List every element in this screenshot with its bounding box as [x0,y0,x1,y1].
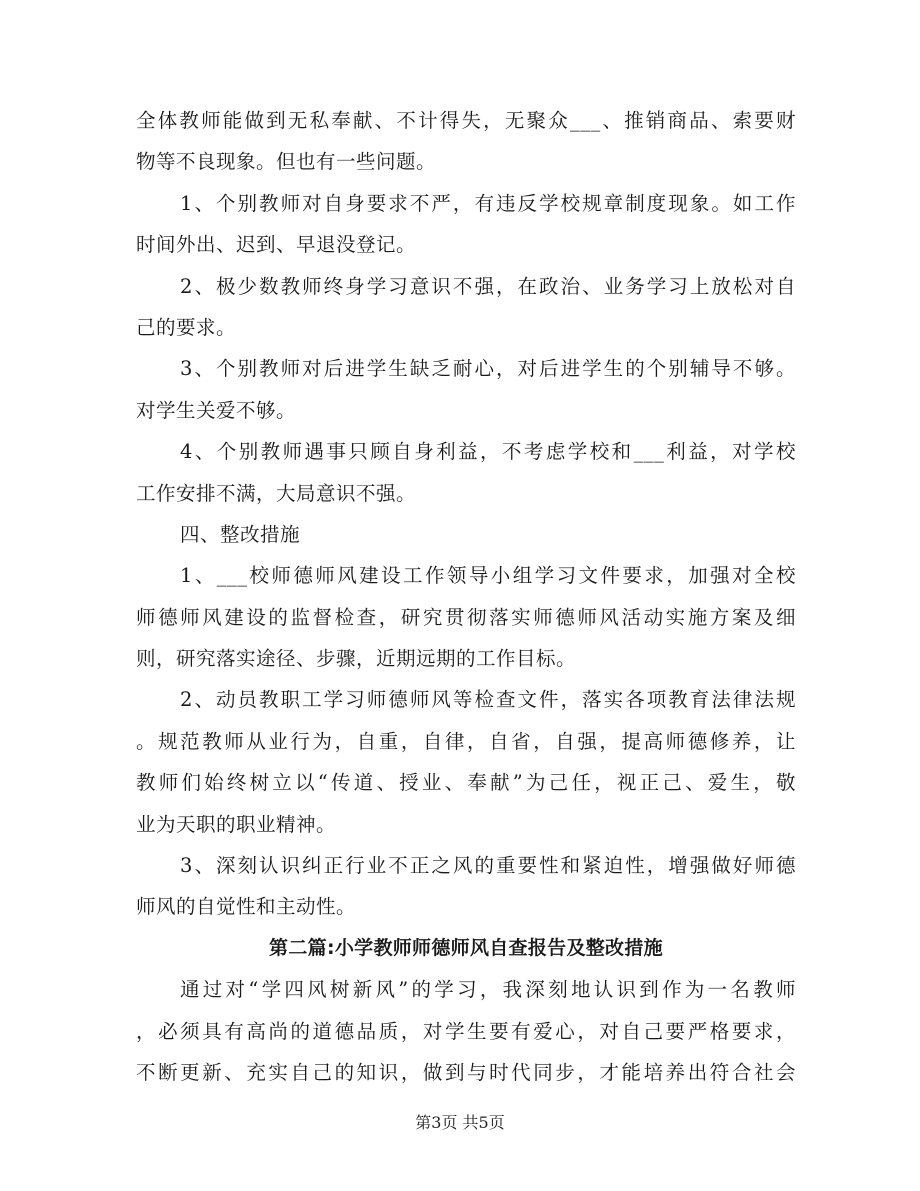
paragraph-line: 4、个别教师遇事只顾自身利益，不考虑学校和___利益，对学校 [180,440,796,464]
paragraph-line: 师风的自觉性和主动性。 [136,895,357,919]
paragraph-line: 己的要求。 [136,315,237,339]
paragraph-line: 3、深刻认识纠正行业不正之风的重要性和紧迫性，增强做好师德 [180,854,796,878]
paragraph-line: 2、极少数教师终身学习意识不强，在政治、业务学习上放松对自 [180,274,796,298]
paragraph-line: ，必须具有高尚的道德品质，对学生要有爱心，对自己要严格要求， [136,1019,796,1043]
document-body [136,100,796,1093]
paragraph-line: 全体教师能做到无私奉献、不计得失，无聚众___、推销商品、索要财 [136,109,796,132]
paragraph-line: 1、___校师德师风建设工作领导小组学习文件要求，加强对全校 [180,564,796,588]
paragraph-line: 物等不良现象。但也有一些问题。 [136,150,437,174]
paragraph-line: 教师们始终树立以“传道、授业、奉献”为己任，视正己、爱生，敬 [136,771,796,795]
paragraph-line: 。规范教师从业行为，自重，自律，自省，自强，提高师德修养，让 [136,729,796,753]
paragraph-line: 通过对“学四风树新风”的学习，我深刻地认识到作为一名教师 [180,978,796,1002]
paragraph-line: 对学生关爱不够。 [136,398,297,422]
paragraph-line: 时间外出、迟到、早退没登记。 [136,233,417,257]
paragraph-line: 不断更新、充实自己的知识，做到与时代同步，才能培养出符合社会 [136,1060,796,1084]
paragraph-line: 工作安排不满，大局意识不强。 [136,481,417,505]
section-heading: 四、整改措施 [180,522,301,546]
chapter-title: 第二篇:小学教师师德师风自查报告及整改措施 [269,936,663,959]
paragraph-line: 师德师风建设的监督检查，研究贯彻落实师德师风活动实施方案及细 [136,605,796,629]
paragraph-line: 则，研究落实途径、步骤，近期远期的工作目标。 [136,647,577,671]
page-footer: 第3页 共5页 [415,1113,505,1132]
paragraph-line: 3、个别教师对后进学生缺乏耐心，对后进学生的个别辅导不够。 [180,357,796,381]
paragraph-line: 1、个别教师对自身要求不严，有违反学校规章制度现象。如工作 [180,191,796,215]
paragraph-line: 2、动员教职工学习师德师风等检查文件，落实各项教育法律法规 [180,688,796,712]
paragraph-line: 业为天职的职业精神。 [136,812,337,836]
